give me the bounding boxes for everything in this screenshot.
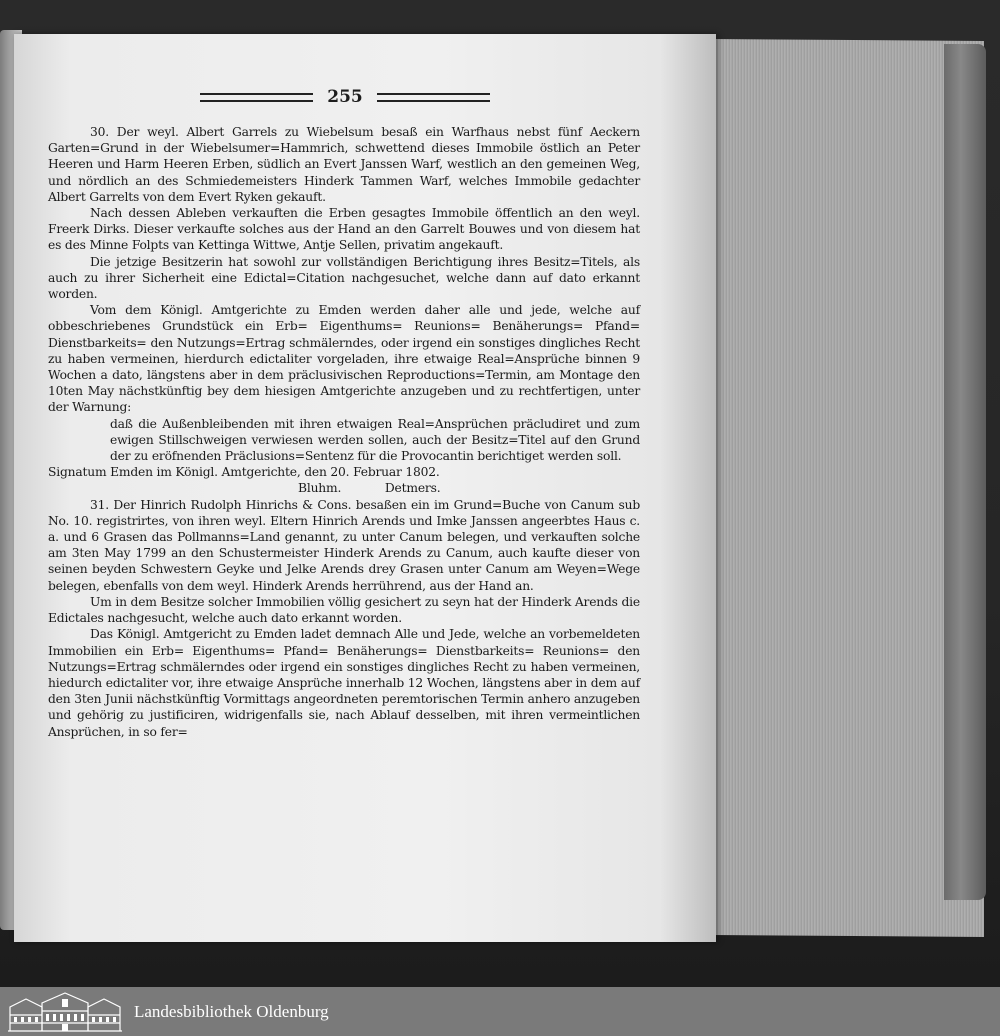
paragraph: Um in dem Besitze solcher Immobilien völlig gesichert zu seyn hat der Hinderk Arends die Edictales nachgesucht, welche auch dato erkannt worden. [48, 594, 640, 626]
paragraph: 31. Der Hinrich Rudolph Hinrichs & Cons. besaßen ein im Grund=Buche von Canum sub No. 10. registrirtes, von ihren weyl. Eltern Hinrich Arends und Imke Janssen angeerbtes Haus c. a. und 6 Grasen das Pollmanns=Land genannt, zu unter Canum belegen, und verkauften solche am 3ten May 1799 an den Schustermeister Hinderk Arends zu Canum, auch kaufte dieser von seinen beyden Schwestern Geyke und Jelke Arends drey Grasen unter Canum am Weyen=Wege belegen, ebenfalls von dem weyl. Hinderk Arends herrührend, aus der Hand an. [48, 497, 640, 593]
page-number: 255 [327, 87, 363, 107]
paragraph: Vom dem Königl. Amtgerichte zu Emden werden daher alle und jede, welche auf obbeschriebenes Grundstück ein Erb= Eigenthums= Reunions= Benäherungs= Pfand= Dienstbarkeits= den Nutzungs=Ertrag schmälerndes, oder irgend ein sonstiges dingliches Recht zu haben vermeinen, hierdurch edictaliter vorgeladen, ihre etwaige Real=Ansprüche binnen 9 Wochen a dato, längstens aber in dem präclusivischen Reproductions=Termin, am Montage den 10ten May nächstkünftig bey dem hiesigen Amtgerichte anzugeben und zu rechtfertigen, unter der Warnung: [48, 303, 640, 415]
library-footer-bar [0, 987, 1000, 1036]
paragraph: 30. Der weyl. Albert Garrels zu Wiebelsum besaß ein Warfhaus nebst fünf Aeckern Garten=Grund in der Wiebelsumer=Hammrich, schwettend dieses Immobile östlich an Peter Heeren und Harm Heeren Erben, südlich an Evert Janssen Warf, westlich an den gemeinen Weg, und nördlich an des Schmiedemeisters Hinderk Tammen Warf, welches Immobile gedachter Albert Garrelts von dem Evert Ryken gekauft. [48, 125, 640, 204]
book-cover-edge [944, 44, 986, 900]
header-rule-left [200, 93, 313, 102]
library-name: Landesbibliothek Oldenburg [134, 1001, 329, 1021]
signature-line: Signatum Emden im Königl. Amtgerichte, den 20. Februar 1802. [48, 465, 440, 480]
warning-clause: daß die Außenbleibenden mit ihren etwaigen Real=Ansprüchen präcludiret und zum ewigen Stillschweigen verwiesen werden sollen, auch der Besitz=Titel auf den Grund der zu eröfnenden Präclusions=Sentenz für die Provocantin berichtiget werden soll. [110, 416, 640, 464]
header-rule-right [377, 93, 490, 102]
library-building-logo-icon [6, 991, 124, 1033]
paragraph: Das Königl. Amtgericht zu Emden ladet demnach Alle und Jede, welche an vorbemeldeten Immobilien ein Erb= Eigenthums= Pfand= Benäherungs= Dienstbarkeits= Reunions= den Nutzungs=Ertrag schmälerndes oder irgend ein sonstiges dingliches Recht zu haben vermeinen, hiedurch edictaliter vor, ihre etwaige Ansprüche innerhalb 12 Wochen, längstens aber in dem auf den 3ten Junii nächstkünftig Vormittags angeordneten peremtorischen Termin anhero anzugeben und gehörig zu justificiren, widrigenfalls sie, nach Ablauf desselben, mit ihren vermeintlichen Ansprüchen, in so fer= [48, 627, 640, 739]
page-header [200, 86, 490, 108]
page-body-text [48, 124, 640, 740]
signatory-names: Bluhm. Detmers. [298, 481, 441, 496]
paragraph: Die jetzige Besitzerin hat sowohl zur vollständigen Berichtigung ihres Besitz=Titels, als auch zu ihrer Sicherheit eine Edictal=Citation nachgesuchet, welche dann auf dato erkannt worden. [48, 254, 640, 302]
paragraph: Nach dessen Ableben verkauften die Erben gesagtes Immobile öffentlich an den weyl. Freerk Dirks. Dieser verkaufte solches aus der Hand an den Garrelt Bouwes und von diesem hat es des Minne Folpts van Kettinga Wittwe, Antje Sellen, privatim angekauft. [48, 206, 640, 253]
